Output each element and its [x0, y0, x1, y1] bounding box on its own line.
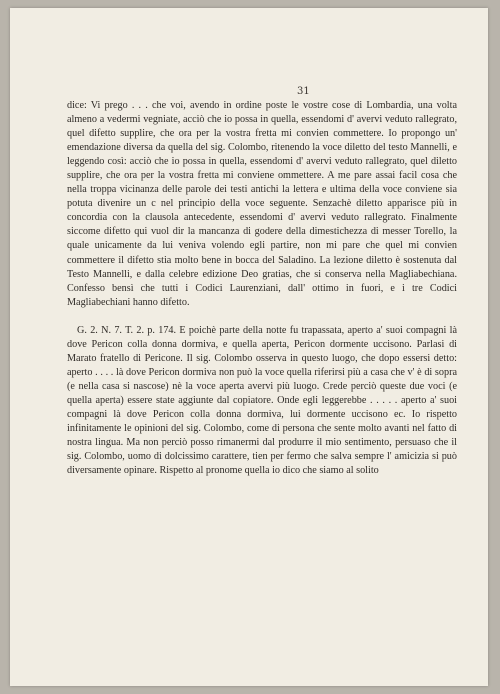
- book-page: [10, 8, 488, 686]
- paragraph-gap: [67, 310, 457, 324]
- page-body: [67, 99, 457, 478]
- page-number: 31: [297, 86, 310, 97]
- paragraph-2: G. 2. N. 7. T. 2. p. 174. E poichè parte della notte fu trapassata, aperto a' suoi compagni là dove Pericon colla donna dormiva, e quella aperta, Pericon dormente uccisono. Parlasi di Marato fratello di Pericone. Il sig. Colombo osserva in questo luogo, che dopo essersi detto: aperto . . . . là dove Pericon dormiva non può la voce quella riferirsi più a casa che v' è di sopra (e nella casa si nascose) nè la voce aperta avervi più luogo. Crede perciò queste due voci (e quella aperta) essere state aggiunte dal copiatore. Onde egli leggerebbe . . . . . aperto a' suoi compagni là dove Pericon colla donna dormiva, lui dormente uccisono ec. Io rispetto infinitamente le opinioni del sig. Colombo, come di persona che sente molto avanti nel fatto di nostra lingua. Ma non perciò posso rimanermi dal produrre il mio sentimento, persuaso che il sig. Colombo, uomo di dolcissimo carattere, tien per fermo che salva sempre l' amicizia si può diversamente opinare. Rispetto al pronome quella io dico che siamo al solito: [67, 324, 457, 477]
- paragraph-1: dice: Vi prego . . . che voi, avendo in ordine poste le vostre cose di Lombardia, una volta almeno a vedermi vegniate, acciò che io possa in quella, essendomi d' avervi veduto rallegrato, quel difetto supplire, che ora per la vostra fretta mi convien commettere. Io propongo un' emendazione diversa da quella del sig. Colombo, ritenendo la voce diletto del testo Mannelli, e leggendo così: acciò che io possa in quella, essendomi d' avervi veduto rallegrato, quel diletto supplire, che ora per la vostra fretta mi conviene ommettere. A me pare assai facil cosa che nella troppa vicinanza delle parole dei testi antichi la lettera e ultima della voce conviene sia potuta divenire un c nel principio della voce seguente. Senzachè diletto apparisce più in concordia con la clausola antecedente, essendomi d' avervi veduto rallegrato. Finalmente siccome difetto qui vuol dir la mancanza di godere della dimestichezza di messer Torello, la quale unicamente da lui veniva volendo egli partire, non mi pare che quel mi convien commettere il difetto stia molto bene in bocca del Saladino. La lezione diletto è sostenuta dal Testo Mannelli, e dalla celebre edizione Deo gratias, che si conserva nella Magliabechiana. Confesso bensì che tutti i Codici Laurenziani, dall' ottimo in fuori, e i tre Codici Magliabechiani hanno difetto.: [67, 100, 457, 308]
